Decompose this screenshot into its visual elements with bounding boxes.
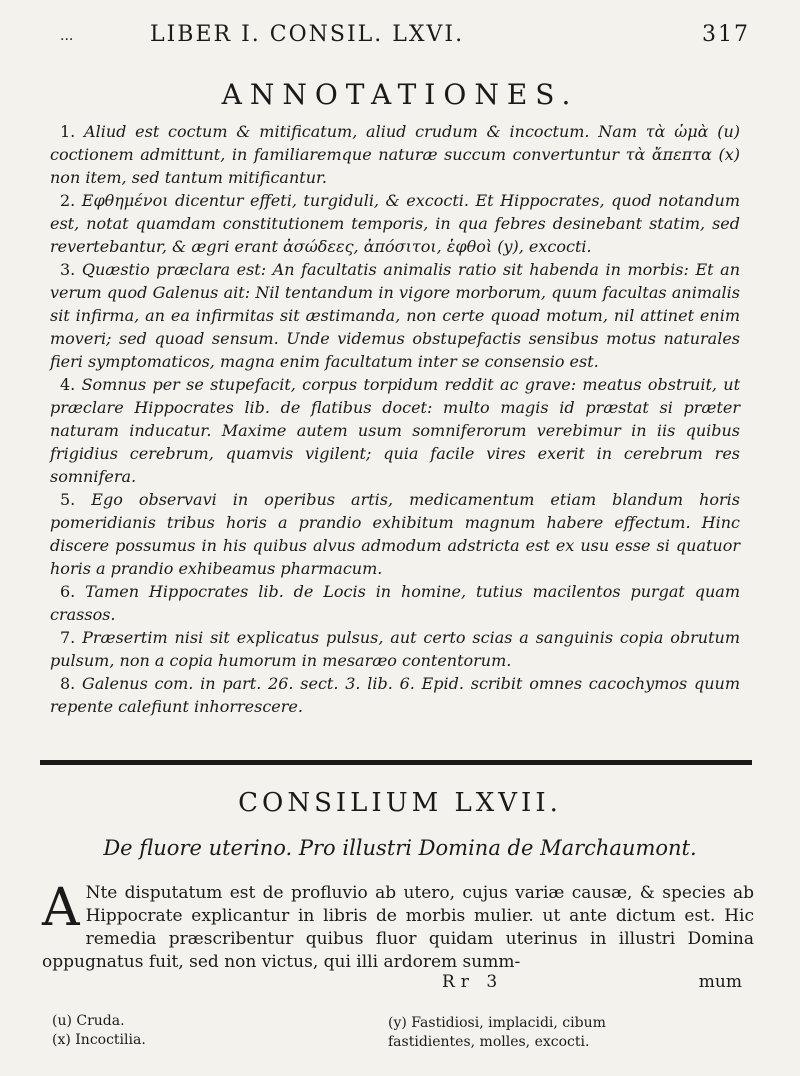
drop-cap: A: [42, 878, 80, 938]
annotation-item: [50, 626, 740, 672]
annotation-number: 5.: [60, 490, 76, 509]
annotation-number: 8.: [60, 674, 76, 693]
annotation-item: [50, 672, 740, 718]
running-title: LIBER I. CONSIL. LXVI.: [150, 22, 465, 47]
body-paragraph: Nte disputatum est de profluvio ab utero, cujus variæ causæ, & species ab Hippocrate explicantur in libris de morbis mulier. ut ante dictum est. Hic remedia præscribentur quibus fluor quidam uterinus in illustri Domina oppugnatus fuit, sed non victus, qui illi ardorem summ-: [42, 883, 754, 972]
footnote-x: (x) Incoctilia.: [52, 1032, 146, 1048]
annotation-item: [50, 189, 740, 258]
annotations-heading: ANNOTATIONES.: [221, 78, 579, 111]
signature-mark: Rr 3: [442, 972, 504, 992]
annotation-text: Aliud est coctum & mitificatum, aliud crudum & incoctum. Nam τὰ ὠμὰ (u) coctionem admittunt, in familiaremque naturæ succum convertuntur τὰ ἄπεπτα (x) non item, sed tantum mitificantur.: [50, 122, 741, 187]
annotation-text: Εφθημένοι dicentur effeti, turgiduli, & excocti. Et Hippocrates, quod notandum est, notat quamdam constitutionem temporis, in qua febres desinebant statim, sed revertebantur, & ægri erant ἀσώδεες, ἀπόσιτοι, ἑφθοὶ (y), excocti.: [50, 191, 740, 256]
annotation-text: Galenus com. in part. 26. sect. 3. lib. 6. Epid. scribit omnes cacochymos quum repente calefiunt inhorrescere.: [50, 674, 741, 716]
annotation-number: 1.: [60, 122, 76, 141]
catchword: mum: [698, 972, 742, 992]
header-mark: ...: [60, 28, 74, 44]
annotation-item: [50, 258, 740, 373]
footnote-y: (y) Fastidiosi, implacidi, cibum fastidientes, molles, excocti.: [388, 1015, 606, 1050]
annotation-item: [50, 488, 740, 580]
consilium-subtitle: De fluore uterino. Pro illustri Domina de Marchaumont.: [103, 836, 697, 860]
annotation-text: Præsertim nisi sit explicatus pulsus, aut certo scias a sanguinis copia obrutum pulsum, non a copia humorum in mesaræo contentorum.: [50, 628, 740, 670]
annotation-text: Ego observavi in operibus artis, medicamentum etiam blandum horis pomeridianis tribus horis a prandio exhibitum magnum habere effectum. Hinc discere possumus in his quibus alvus admodum adstricta est ex usu esse si quatuor horis a prandio exhibeamus pharmacum.: [50, 490, 740, 578]
consilium-body: [42, 878, 754, 974]
annotation-number: 7.: [60, 628, 76, 647]
annotation-text: Somnus per se stupefacit, corpus torpidum reddit ac grave: meatus obstruit, ut præclare Hippocrates lib. de flatibus docet: multo magis id præstat si præter naturam inducatur. Maxime autem usum somniferorum verebimur in iis quibus frigidius cerebrum, quamvis vigilent; quia facile vires exerit in cerebrum res somnifera.: [50, 375, 740, 486]
footnote-u: (u) Cruda.: [52, 1013, 125, 1029]
footnotes-left: [52, 1012, 146, 1050]
consilium-title: CONSILIUM LXVII.: [238, 788, 562, 818]
annotation-item: [50, 580, 740, 626]
annotation-item: [50, 373, 740, 488]
annotations-list: [50, 120, 740, 718]
annotation-number: 6.: [60, 582, 76, 601]
annotation-number: 3.: [60, 260, 76, 279]
annotation-text: Tamen Hippocrates lib. de Locis in homine, tutius macilentos purgat quam crassos.: [50, 582, 740, 624]
annotation-item: [50, 120, 740, 189]
section-rule: [40, 760, 752, 765]
page-number: 317: [702, 22, 750, 47]
annotation-number: 4.: [60, 375, 76, 394]
annotation-number: 2.: [60, 191, 76, 210]
annotation-text: Quæstio præclara est: An facultatis animalis ratio sit habenda in morbis: Et an verum quod Galenus ait: Nil tentandum in vigore morborum, quum facultas animalis sit infirma, an ea infirmitas sit æstimanda, non certe quoad motum, nil attinet enim moveri; sed quoad sensum. Unde videmus obstupefactis sensibus motus naturales fieri symptomaticos, magna enim facultatum inter se consensio est.: [50, 260, 741, 371]
